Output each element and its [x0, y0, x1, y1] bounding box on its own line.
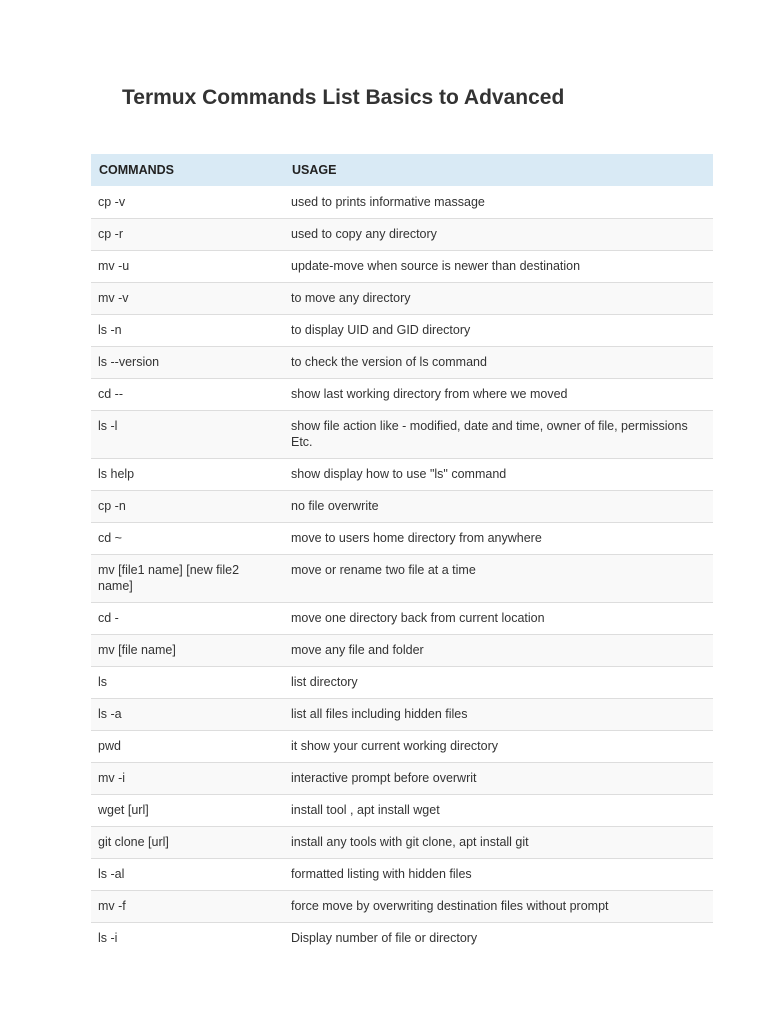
command-cell: ls -n	[91, 315, 284, 347]
command-cell: ls -al	[91, 859, 284, 891]
table-row	[91, 731, 713, 763]
usage-cell: force move by overwriting destination files without prompt	[284, 891, 713, 923]
table-row	[91, 411, 713, 459]
usage-cell: update-move when source is newer than destination	[284, 251, 713, 283]
usage-cell: move to users home directory from anywhere	[284, 523, 713, 555]
column-header-usage: USAGE	[284, 154, 713, 187]
command-cell: mv -i	[91, 763, 284, 795]
command-cell: pwd	[91, 731, 284, 763]
usage-cell: install any tools with git clone, apt install git	[284, 827, 713, 859]
usage-cell: to check the version of ls command	[284, 347, 713, 379]
command-cell: mv [file name]	[91, 635, 284, 667]
command-cell: ls help	[91, 459, 284, 491]
column-header-commands: COMMANDS	[91, 154, 284, 187]
usage-cell: move one directory back from current location	[284, 603, 713, 635]
command-cell: cd ~	[91, 523, 284, 555]
usage-cell: list directory	[284, 667, 713, 699]
table-row	[91, 347, 713, 379]
command-cell: wget [url]	[91, 795, 284, 827]
command-cell: cd -	[91, 603, 284, 635]
table-row	[91, 603, 713, 635]
command-cell: cd --	[91, 379, 284, 411]
table-row	[91, 219, 713, 251]
usage-cell: show display how to use "ls" command	[284, 459, 713, 491]
table-row	[91, 459, 713, 491]
usage-cell: move any file and folder	[284, 635, 713, 667]
table-row	[91, 315, 713, 347]
command-cell: cp -r	[91, 219, 284, 251]
command-cell: mv -f	[91, 891, 284, 923]
table-body	[91, 187, 713, 955]
command-cell: mv -v	[91, 283, 284, 315]
command-cell: mv -u	[91, 251, 284, 283]
commands-table	[91, 154, 713, 954]
command-cell: git clone [url]	[91, 827, 284, 859]
usage-cell: show file action like - modified, date and time, owner of file, permissions Etc.	[284, 411, 713, 459]
table-row	[91, 699, 713, 731]
command-cell: ls -i	[91, 923, 284, 955]
table-row	[91, 251, 713, 283]
command-cell: mv [file1 name] [new file2 name]	[91, 555, 284, 603]
table-row	[91, 379, 713, 411]
table-row	[91, 667, 713, 699]
table-row	[91, 491, 713, 523]
table-row	[91, 923, 713, 955]
command-cell: ls -a	[91, 699, 284, 731]
page-title: Termux Commands List Basics to Advanced	[122, 86, 565, 109]
usage-cell: used to prints informative massage	[291, 195, 485, 209]
command-cell: cp -n	[91, 491, 284, 523]
usage-cell: to move any directory	[284, 283, 713, 315]
usage-cell: install tool , apt install wget	[284, 795, 713, 827]
table-row	[91, 283, 713, 315]
table-row	[91, 635, 713, 667]
usage-cell: formatted listing with hidden files	[284, 859, 713, 891]
usage-cell: move or rename two file at a time	[284, 555, 713, 603]
command-cell: ls	[91, 667, 284, 699]
table-header-row	[91, 154, 713, 187]
table-row	[91, 555, 713, 603]
table-row	[91, 891, 713, 923]
table-row	[91, 523, 713, 555]
usage-cell: it show your current working directory	[284, 731, 713, 763]
table-row	[91, 187, 713, 219]
table-row	[91, 795, 713, 827]
command-cell: ls -l	[91, 411, 284, 459]
usage-cell: to display UID and GID directory	[284, 315, 713, 347]
command-cell: ls --version	[91, 347, 284, 379]
table-row	[91, 859, 713, 891]
usage-cell: list all files including hidden files	[284, 699, 713, 731]
usage-cell: no file overwrite	[284, 491, 713, 523]
usage-cell: interactive prompt before overwrit	[284, 763, 713, 795]
usage-cell: used to copy any directory	[284, 219, 713, 251]
table-row	[91, 827, 713, 859]
command-cell: cp -v	[98, 195, 126, 209]
table-row	[91, 763, 713, 795]
usage-cell: show last working directory from where we moved	[284, 379, 713, 411]
usage-cell: Display number of file or directory	[284, 923, 713, 955]
